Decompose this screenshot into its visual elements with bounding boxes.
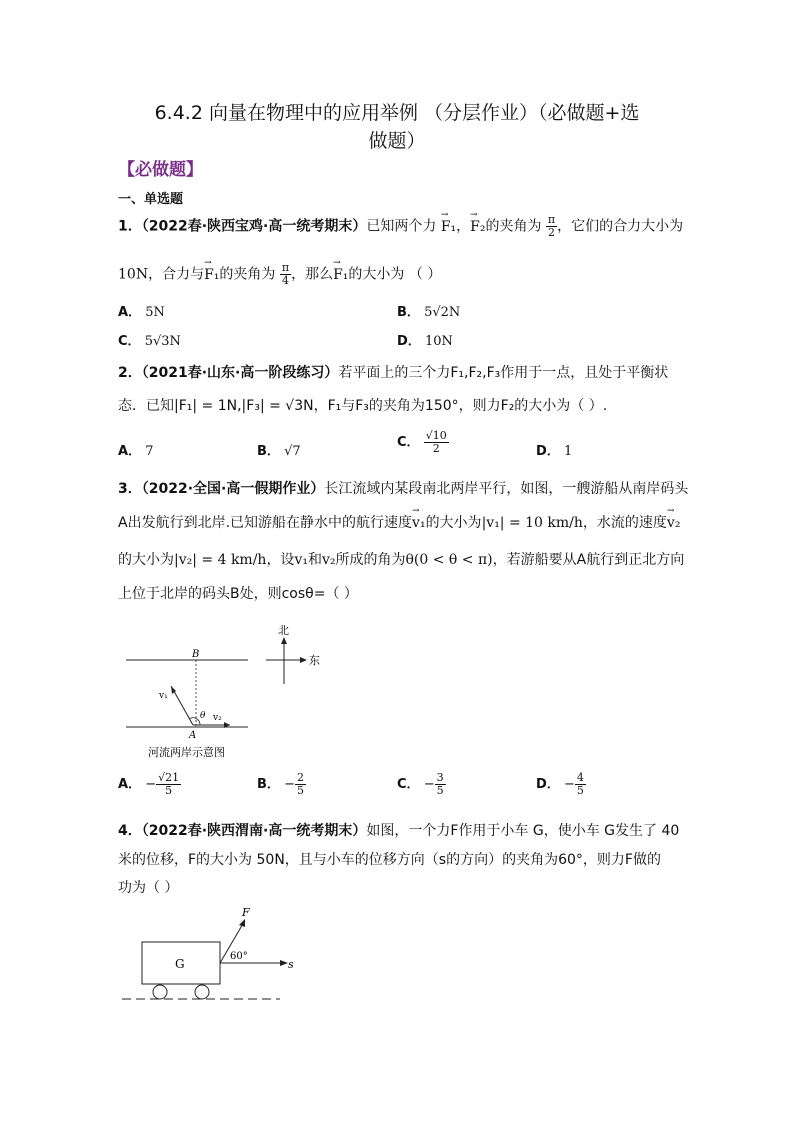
q3-option-d-num: 4 [576, 771, 584, 784]
cart-wheel-left [153, 985, 167, 999]
q1-option-b-value: 5√2N [424, 305, 461, 320]
q1-line2 [118, 262, 441, 287]
q1-line1 [118, 214, 683, 239]
section-required-heading: 【必做题】 [118, 160, 203, 180]
q4-number: 4． [118, 823, 142, 839]
q3-line4: 上位于北岸的码头B处，则cosθ=（ ） [118, 586, 358, 602]
q3-option-d-label: D． [536, 777, 560, 792]
q2-option-a[interactable] [118, 440, 153, 459]
label-s: s [288, 958, 294, 971]
q3-option-c-sign: − [423, 777, 435, 792]
label-v1: v₁ [159, 691, 168, 701]
q1-option-d[interactable] [397, 330, 453, 349]
q1-angle-num: π [547, 213, 556, 226]
q1-option-a[interactable] [118, 301, 165, 320]
q3-option-b-den: 5 [296, 784, 304, 797]
label-g: G [175, 957, 185, 971]
q1-line2-f1: → F₁ [204, 267, 219, 283]
q3-option-c-den: 5 [436, 784, 444, 797]
q1-line2-b: ，合力与 [148, 266, 205, 283]
q4-source: （2022春·陕西渭南·高一统考期末） [141, 823, 367, 839]
q1-angle2-fraction [280, 262, 291, 287]
q1-sep: ， [456, 218, 471, 235]
page-title-cont: 做题） [368, 130, 426, 152]
label-a: A [189, 730, 197, 741]
label-v2: v₂ [213, 713, 222, 723]
q2-option-c-den: 2 [432, 442, 440, 455]
q3-line1-text: 长江流域内某段南北两岸平行，如图，一艘游船从南岸码头 [324, 481, 689, 497]
q2-source: （2021春·山东·高一阶段练习） [141, 365, 339, 381]
q1-line2-c: 的夹角为 [219, 266, 276, 283]
q1-text-c: ，它们的合力大小为 [557, 218, 684, 235]
compass-east-arrowhead [300, 657, 307, 663]
force-f-arrowhead [239, 919, 245, 927]
q1-option-c-label: C． [118, 334, 141, 349]
q4-line1 [118, 820, 679, 840]
q1-f2: → F₂ [470, 219, 485, 235]
q1-angle-fraction [546, 214, 557, 239]
q3-option-c-num: 3 [436, 771, 444, 784]
page-title: 6.4.2 向量在物理中的应用举例 （分层作业）（必做题+选 [154, 102, 640, 124]
q2-option-b[interactable] [257, 440, 301, 459]
q3-line3-a: 的大小为 [118, 552, 174, 568]
river-diagram [118, 618, 338, 768]
q1-text-a: 已知两个力 [366, 218, 437, 235]
q1-text-b: 的夹角为 [485, 218, 542, 235]
q3-option-a-den: 5 [165, 784, 173, 797]
q3-option-b[interactable] [257, 772, 306, 797]
q2-line2: 态．已知|F₁| = 1N,|F₃| = √3N，F₁与F₃的夹角为150°，则力F₂的大小为（ ）. [118, 398, 608, 414]
q1-option-a-value: 5N [145, 305, 165, 320]
q3-line1 [118, 478, 688, 498]
q3-option-a-sign: − [145, 777, 157, 792]
q1-line2-d: ，那么 [291, 266, 334, 283]
compass-north-arrowhead [281, 637, 287, 644]
q1-angle2-num: π [281, 261, 290, 274]
q3-option-b-label: B． [257, 777, 280, 792]
displacement-s-arrowhead [280, 960, 288, 966]
q3-option-c[interactable] [397, 772, 446, 797]
label-b: B [192, 649, 200, 660]
q3-option-a[interactable] [118, 772, 181, 797]
q3-option-a-fraction [156, 772, 181, 797]
q3-option-b-sign: − [284, 777, 295, 792]
q2-line1 [118, 362, 668, 382]
q3-line3-c: ，设 [266, 552, 295, 568]
label-theta: θ [200, 711, 206, 721]
q2-number: 2． [118, 365, 142, 381]
q3-option-c-label: C． [397, 777, 420, 792]
q1-option-b-label: B． [397, 305, 420, 320]
q4-line2: 米的位移，F的大小为 50N，且与小车的位移方向（s的方向）的夹角为60°，则力F做的 [118, 852, 661, 868]
q1-option-c[interactable] [118, 330, 181, 349]
q1-f1: → F₁ [441, 219, 456, 235]
q3-option-c-fraction [435, 772, 446, 797]
q3-option-b-fraction [295, 772, 306, 797]
q3-number: 3． [118, 481, 142, 497]
q1-option-d-label: D． [397, 334, 421, 349]
q1-line2-f1b: → F₁ [333, 267, 348, 283]
q2-option-c[interactable] [397, 430, 449, 455]
q2-option-c-fraction [424, 430, 449, 455]
q4-line1-text: 如图，一个力F作用于小车 G，使小车 G发生了 40 [366, 823, 680, 839]
q3-source: （2022·全国·高一假期作业） [141, 481, 325, 497]
q3-line2-v2: → v₂ [667, 515, 681, 531]
q2-option-c-label: C． [397, 435, 420, 450]
cart-wheel-right [195, 985, 209, 999]
q3-line2-c: |v₁| = 10 km/h [481, 515, 583, 531]
q3-line2-a: A出发航行到北岸.已知游船在静水中的航行速度 [118, 515, 413, 531]
q3-line2-v1: → v₁ [412, 515, 426, 531]
q3-line3-d: v₁和v₂所成的角为θ(0 < θ < π) [294, 552, 493, 568]
q1-angle2-den: 4 [281, 274, 289, 287]
q1-line2-a: 10N [118, 266, 149, 283]
q2-option-a-value: 7 [145, 444, 154, 459]
q3-line3 [118, 549, 684, 569]
q2-option-d-value: 1 [563, 444, 573, 459]
q1-source: （2022春·陕西宝鸡·高一统考期末） [141, 218, 367, 235]
q3-line3-b: |v₂| = 4 km/h [174, 552, 267, 568]
section-single-choice-heading: 一、单选题 [118, 192, 184, 207]
q1-option-c-value: 5√3N [144, 334, 181, 349]
q3-line2-b: 的大小为 [425, 515, 482, 531]
q4-line3: 功为（ ） [118, 880, 179, 896]
q3-option-d[interactable] [536, 772, 586, 797]
label-angle: 60° [230, 951, 248, 962]
q3-option-a-label: A． [118, 777, 142, 792]
q2-option-d-label: D． [536, 444, 560, 459]
q2-option-b-label: B． [257, 444, 280, 459]
q2-option-a-label: A． [118, 444, 142, 459]
q3-line3-e: ，若游船要从A航行到正北方向 [492, 552, 685, 568]
q3-option-d-fraction [575, 772, 586, 797]
q1-option-d-value: 10N [424, 334, 453, 349]
q2-option-d[interactable] [536, 440, 572, 459]
label-north: 北 [278, 624, 289, 637]
q3-line2-d: ，水流的速度 [582, 515, 667, 531]
label-east: 东 [309, 654, 320, 667]
q1-line2-e: 的大小为 （ ） [348, 266, 442, 283]
label-f: F [242, 906, 250, 919]
q1-option-a-label: A． [118, 305, 142, 320]
river-caption: 河流两岸示意图 [148, 746, 225, 759]
q3-option-b-num: 2 [296, 771, 304, 784]
q1-option-b[interactable] [397, 301, 460, 320]
q3-option-a-num: √21 [158, 771, 180, 784]
q1-number: 1． [118, 218, 142, 235]
cart-diagram [118, 900, 318, 1005]
q2-line1-text: 若平面上的三个力F₁,F₂,F₃作用于一点，且处于平衡状 [338, 365, 669, 381]
q2-option-b-value: √7 [284, 444, 301, 459]
q3-option-d-den: 5 [576, 784, 584, 797]
q2-option-c-num: √10 [425, 429, 447, 442]
q3-option-d-sign: − [563, 777, 575, 792]
q3-line2 [118, 512, 680, 532]
q1-angle-den: 2 [548, 226, 556, 239]
